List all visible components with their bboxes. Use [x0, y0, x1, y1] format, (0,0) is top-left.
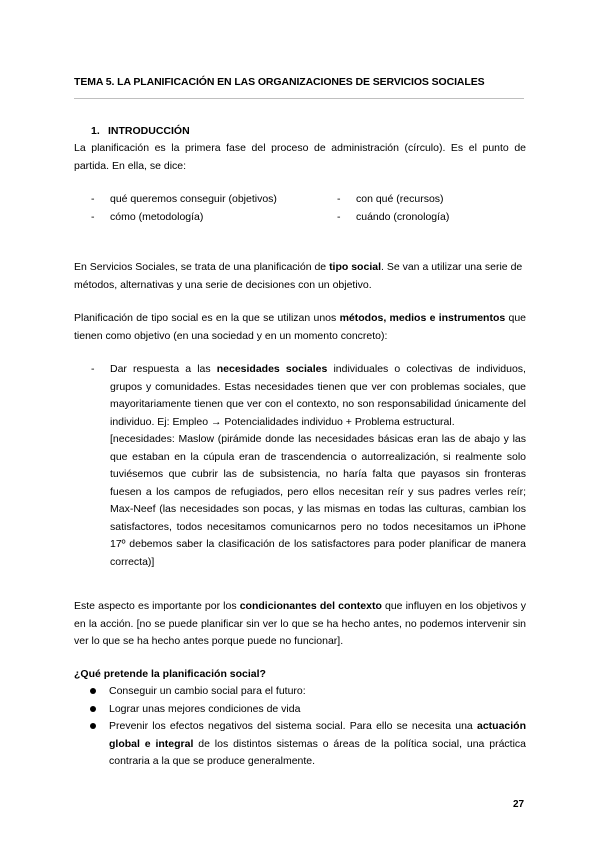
- text-run: Este aspecto es importante por los: [74, 600, 240, 612]
- social-needs-item: [91, 361, 526, 571]
- section-heading: [91, 123, 190, 141]
- list-item-text: Conseguir un cambio social para el futuro:: [109, 685, 306, 697]
- list-item-text: [109, 720, 526, 767]
- page-title: TEMA 5. LA PLANIFICACIÓN EN LAS ORGANIZACIONES DE SERVICIOS SOCIALES: [74, 76, 485, 88]
- list-item-text: cómo (metodología): [110, 210, 204, 223]
- list-item: [337, 209, 527, 227]
- list-item-text: qué queremos conseguir (objetivos): [110, 193, 277, 205]
- bullet-dot: [90, 723, 96, 729]
- bullet-dot: [90, 706, 96, 712]
- text-run: Planificación de tipo social es en la que se utilizan unos: [74, 312, 340, 324]
- text-run: Dar respuesta a las: [110, 363, 217, 375]
- list-item: [91, 191, 301, 209]
- list-item: [337, 191, 527, 209]
- social-needs-body: [110, 361, 526, 571]
- context-paragraph: [74, 598, 526, 651]
- needs-note: [necesidades: Maslow (pirámide donde las necesidades básicas eran las de abajo y las que estaban en la cúpula eran de trascendencia o autorrealización, si realmente solo tuviésemos que cubrir las de subsistencia, no haría falta que payasos sin fronteras fuesen a los campos de refugiados, pero ellos necesitan reír y sus padres verles reír; Max-Neef (las necesidades son pocas, y las mismas en todas las culturas, cambian los satisfactores, todos necesitamos comunicarnos pero no todos necesitamos un iPhone 17º debemos saber la clasificación de los satisfactores para poder planificar de manera correcta)]: [110, 433, 526, 568]
- social-needs-text: [110, 361, 526, 431]
- text-run: que influyen en los objetivos y en la acción. [no se puede planificar sin ver lo que se ha hecho antes, no podemos intervenir sin ver lo que se ha hecho antes porque puede no funcionar].: [74, 600, 526, 647]
- section-number: 1.: [91, 125, 100, 137]
- text-run: individuales o colectivas de individuos, grupos y comunidades. Estas necesidades tienen que ver con problemas sociales, que mayoritariamente tienen que ver con el contexto, no son responsabilidad únicamente del individuo. Ej: Empleo → Potencialidades individuo + Problema estructural.: [110, 363, 526, 428]
- social-services-paragraph: [74, 259, 526, 294]
- dash-marker: -: [91, 363, 95, 375]
- list-item: [90, 701, 526, 719]
- dash-marker: -: [91, 193, 95, 205]
- text-run: que tienen como objetivo (en una sociedad y en un momento concreto):: [74, 312, 527, 342]
- list-item-text: cuándo (cronología): [356, 210, 450, 223]
- bold-term: actuación global e integral: [109, 720, 526, 750]
- dash-marker: -: [91, 210, 95, 223]
- text-run: . Se van a utilizar una serie de métodos, alternativas y una serie de decisiones con un objetivo.: [74, 261, 523, 291]
- goals-bullet-list: [90, 683, 526, 771]
- bold-term: condicionantes del contexto: [239, 600, 382, 612]
- social-planning-paragraph: [74, 310, 526, 345]
- list-item: [90, 718, 526, 771]
- intro-paragraph: La planificación es la primera fase del proceso de administración (círculo). Es el punto de partida. En ella, se dice:: [74, 142, 526, 172]
- text-run: de los distintos sistemas o áreas de la política social, una práctica contraria a la que se produce generalmente.: [109, 737, 527, 767]
- question-heading: ¿Qué pretende la planificación social?: [74, 668, 266, 680]
- list-item: [90, 683, 526, 701]
- bold-term: tipo social: [329, 261, 381, 273]
- title-divider: [74, 98, 524, 99]
- planning-list-right: [337, 191, 527, 226]
- dash-marker: -: [337, 193, 341, 205]
- page-number: 27: [513, 799, 525, 810]
- list-item: [91, 209, 301, 227]
- list-item-text: Lograr unas mejores condiciones de vida: [109, 702, 301, 715]
- text-run: En Servicios Sociales, se trata de una planificación de: [74, 261, 330, 273]
- text-run: Prevenir los efectos negativos del sistema social. Para ello se necesita una: [109, 720, 477, 732]
- planning-list-left: [91, 191, 301, 226]
- bold-term: métodos, medios e instrumentos: [339, 312, 506, 324]
- list-item-text: con qué (recursos): [356, 193, 444, 205]
- section-title: INTRODUCCIÓN: [108, 125, 190, 137]
- bullet-dot: [90, 688, 96, 694]
- dash-marker: -: [337, 210, 341, 223]
- bold-term: necesidades sociales: [216, 363, 328, 375]
